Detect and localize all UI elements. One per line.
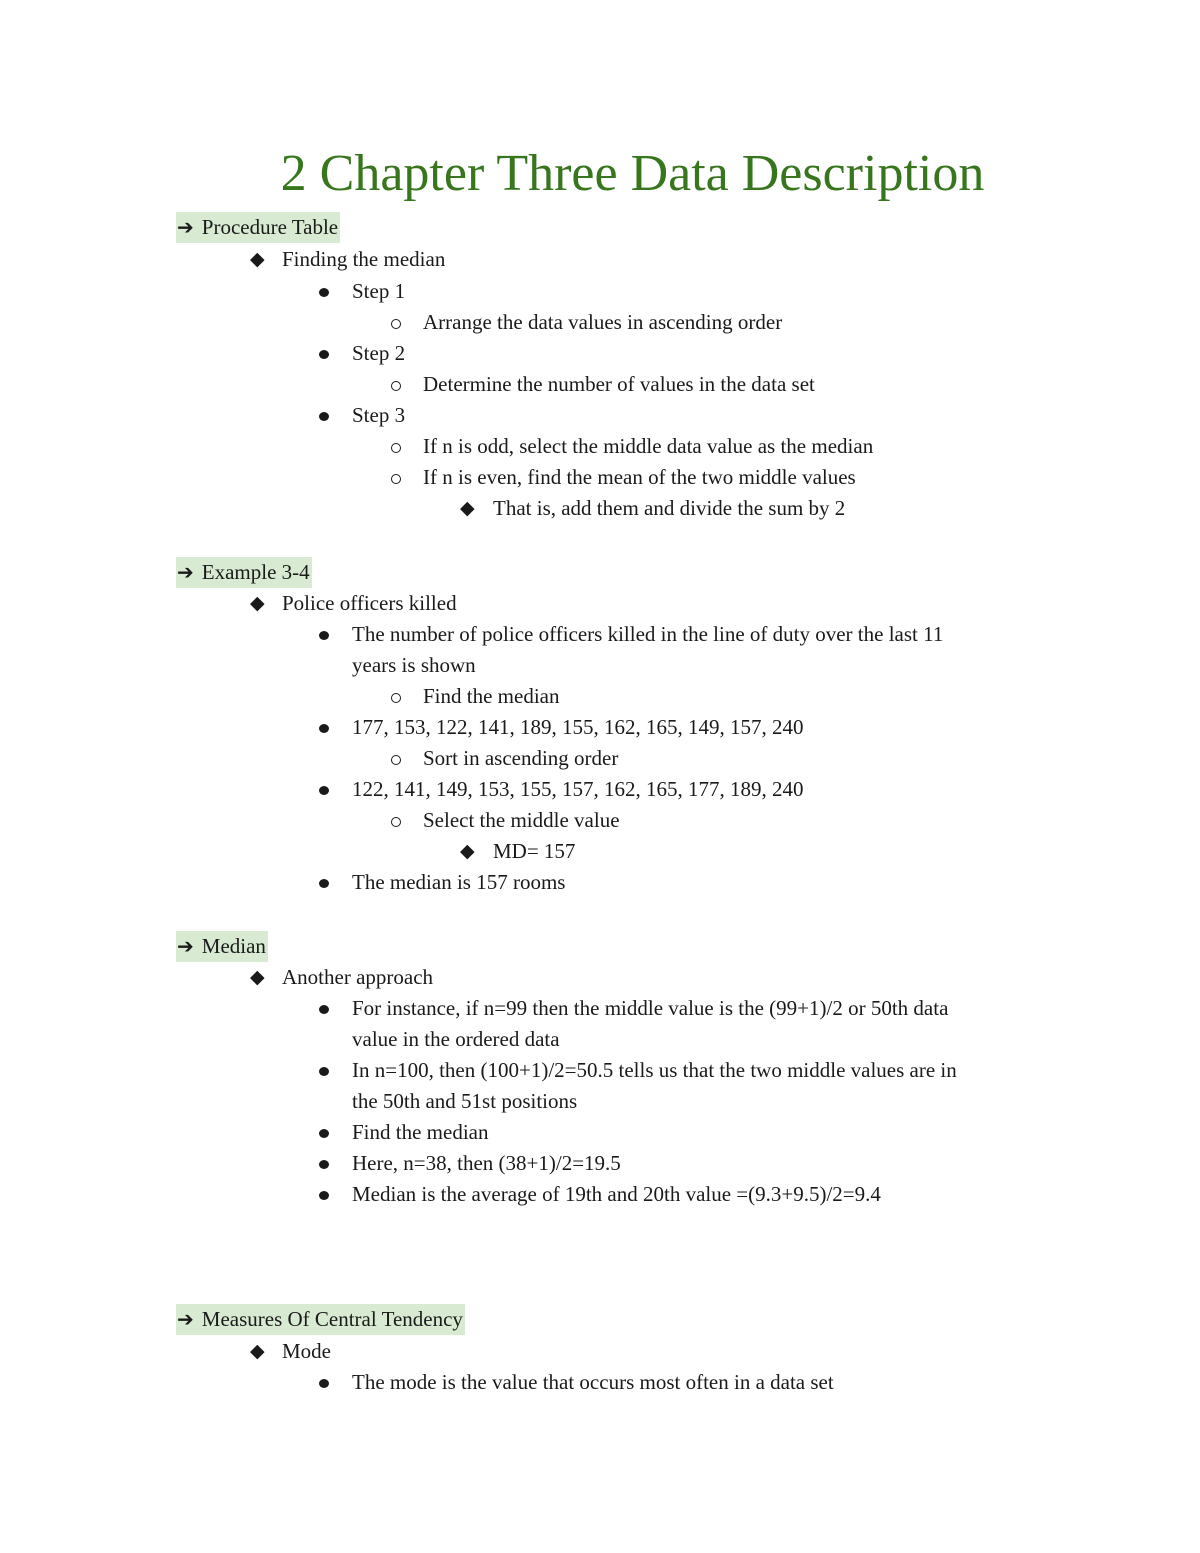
page-title: 2 Chapter Three Data Description [280, 145, 985, 202]
hollow-circle-bullet-icon [391, 755, 401, 765]
right-arrow-icon: ➔ [177, 560, 194, 584]
filled-dot-bullet-icon [319, 879, 329, 888]
list-item: ◆ Finding the median [250, 244, 445, 275]
heading-highlight [176, 1304, 465, 1335]
diamond-bullet-icon: ◆ [250, 1340, 265, 1362]
diamond-bullet-icon: ◆ [460, 840, 475, 862]
hollow-circle-bullet-icon [391, 443, 401, 453]
diamond-bullet-icon: ◆ [250, 966, 265, 988]
diamond-bullet-icon: ◆ [250, 592, 265, 614]
list-item-continuation: value in the ordered data [352, 1027, 560, 1051]
filled-dot-bullet-icon [319, 786, 329, 795]
list-item: ◆ Mode [250, 1336, 331, 1367]
list-item: 177, 153, 122, 141, 189, 155, 162, 165, 149, 157, 240 [316, 712, 804, 743]
right-arrow-icon: ➔ [177, 934, 194, 958]
filled-dot-bullet-icon [319, 288, 329, 297]
list-item: Find the median [316, 1117, 488, 1148]
list-item: Step 1 [316, 276, 405, 307]
list-item: In n=100, then (100+1)/2=50.5 tells us that the two middle values are in [316, 1055, 957, 1086]
list-item-continuation: years is shown [352, 653, 476, 677]
filled-dot-bullet-icon [319, 724, 329, 733]
heading-text: Procedure Table [201, 215, 339, 239]
heading-highlight [176, 557, 312, 588]
right-arrow-icon: ➔ [177, 215, 194, 239]
hollow-circle-bullet-icon [391, 693, 401, 703]
list-item: If n is even, find the mean of the two middle values [388, 462, 856, 493]
heading-highlight [176, 212, 340, 243]
diamond-bullet-icon: ◆ [250, 248, 265, 270]
list-item: Step 3 [316, 400, 405, 431]
section-heading-median [176, 931, 268, 962]
list-item: Step 2 [316, 338, 405, 369]
list-item: Determine the number of values in the data set [388, 369, 815, 400]
filled-dot-bullet-icon [319, 1067, 329, 1076]
filled-dot-bullet-icon [319, 1191, 329, 1200]
list-item: Arrange the data values in ascending order [388, 307, 782, 338]
filled-dot-bullet-icon [319, 1129, 329, 1138]
filled-dot-bullet-icon [319, 1005, 329, 1014]
filled-dot-bullet-icon [319, 1379, 329, 1388]
list-item: The median is 157 rooms [316, 867, 565, 898]
heading-text: Median [201, 934, 266, 958]
hollow-circle-bullet-icon [391, 381, 401, 391]
list-item: ◆ Police officers killed [250, 588, 457, 619]
list-item: The mode is the value that occurs most often in a data set [316, 1367, 834, 1398]
list-item: Here, n=38, then (38+1)/2=19.5 [316, 1148, 621, 1179]
list-item: ◆ MD= 157 [460, 836, 575, 867]
filled-dot-bullet-icon [319, 631, 329, 640]
section-heading-example [176, 557, 312, 588]
list-item: ◆ That is, add them and divide the sum by 2 [460, 493, 845, 524]
hollow-circle-bullet-icon [391, 319, 401, 329]
filled-dot-bullet-icon [319, 412, 329, 421]
diamond-bullet-icon: ◆ [460, 497, 475, 519]
heading-text: Measures Of Central Tendency [201, 1307, 463, 1331]
list-item: If n is odd, select the middle data value as the median [388, 431, 873, 462]
hollow-circle-bullet-icon [391, 474, 401, 484]
list-item: The number of police officers killed in the line of duty over the last 11 [316, 619, 943, 650]
list-item: ◆ Another approach [250, 962, 433, 993]
list-item: Sort in ascending order [388, 743, 618, 774]
list-item: Select the middle value [388, 805, 620, 836]
list-item: For instance, if n=99 then the middle value is the (99+1)/2 or 50th data [316, 993, 948, 1024]
filled-dot-bullet-icon [319, 1160, 329, 1169]
list-item: 122, 141, 149, 153, 155, 157, 162, 165, 177, 189, 240 [316, 774, 804, 805]
section-heading-central-tendency [176, 1304, 465, 1335]
list-item: Find the median [388, 681, 559, 712]
list-item-continuation: the 50th and 51st positions [352, 1089, 578, 1113]
heading-text: Example 3-4 [201, 560, 310, 584]
list-item: Median is the average of 19th and 20th value =(9.3+9.5)/2=9.4 [316, 1179, 881, 1210]
hollow-circle-bullet-icon [391, 817, 401, 827]
section-heading-procedure [176, 212, 340, 243]
right-arrow-icon: ➔ [177, 1307, 194, 1331]
filled-dot-bullet-icon [319, 350, 329, 359]
heading-highlight [176, 931, 268, 962]
